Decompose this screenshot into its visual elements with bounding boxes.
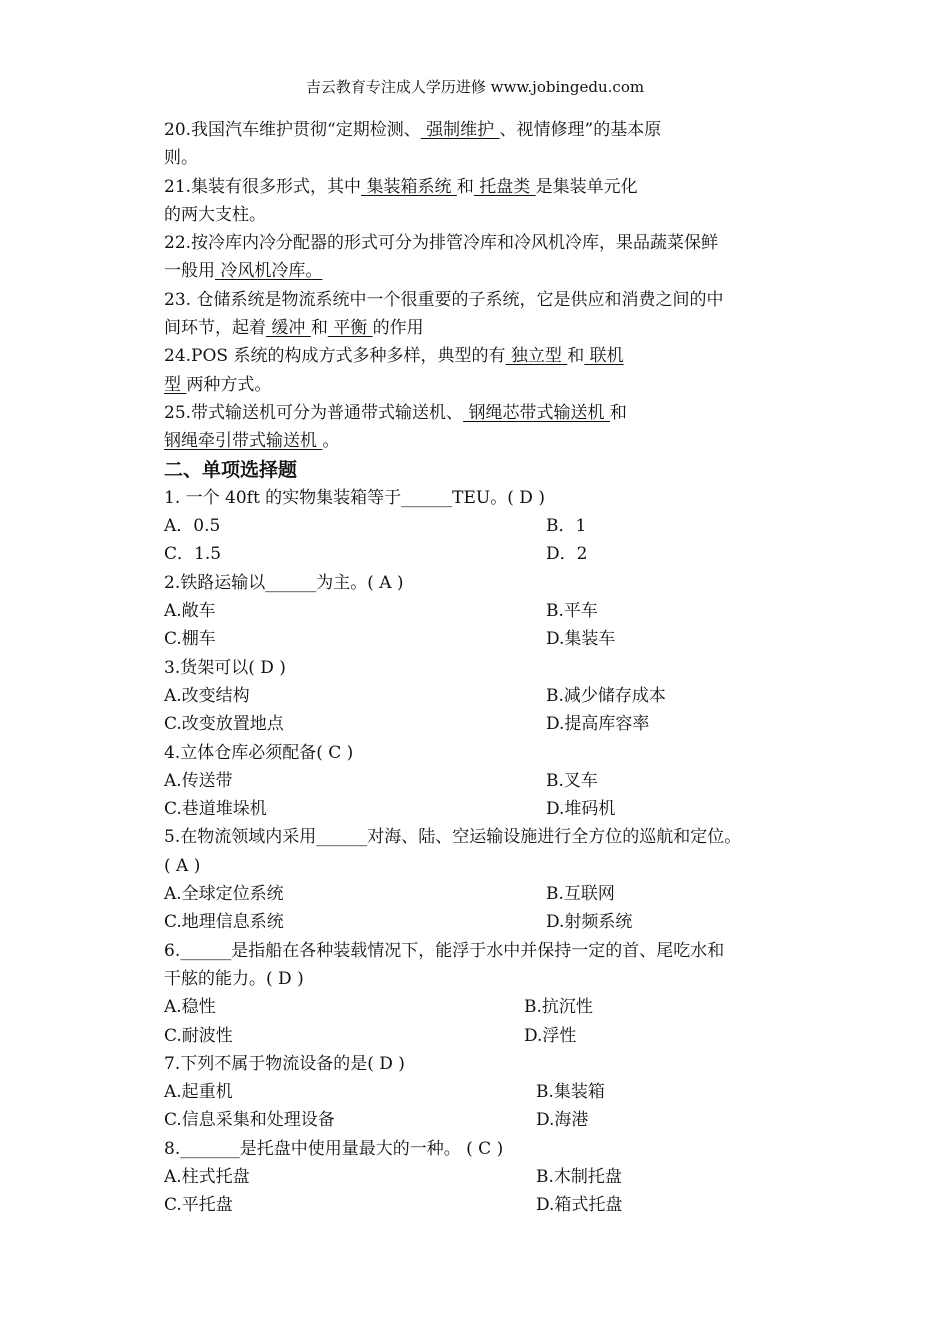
fill-in-line — [164, 229, 788, 257]
fill-in-line — [164, 427, 788, 455]
answer-blank: 钢绳牵引带式输送机 — [164, 431, 323, 452]
question-stem-continued: 干舷的能力。( D ) — [164, 968, 304, 989]
fill-in-line — [164, 399, 788, 427]
answer-blank: 缓冲 — [266, 318, 311, 339]
question-stem: 3.货架可以( D ) — [164, 657, 286, 678]
option-right: B．1 — [546, 516, 587, 537]
option-right: D.堆码机 — [546, 799, 616, 820]
fill-in-line — [164, 116, 788, 144]
answer-blank: 托盘类 — [473, 176, 536, 197]
text-run: 21.集装有很多形式，其中 — [164, 176, 362, 197]
option-row — [164, 597, 788, 625]
option-left: C.巷道堆垛机 — [164, 799, 267, 820]
fill-in-line — [164, 201, 788, 229]
option-row — [164, 1022, 788, 1050]
text-run: 、视情修理”的基本原 — [499, 120, 662, 140]
text-run: 和 — [609, 402, 627, 423]
option-left: A.传送带 — [164, 770, 233, 791]
answer-blank: 型 — [164, 374, 187, 395]
option-row — [164, 625, 788, 653]
text-run: 20.我国汽车维护贯彻“定期检测、 — [164, 120, 421, 140]
text-run: 则。 — [164, 148, 198, 169]
fill-in-line — [164, 286, 788, 314]
option-row — [164, 1106, 788, 1134]
question-stem: 5.在物流领域内采用______对海、陆、空运输设施进行全方位的巡航和定位。 — [164, 827, 742, 848]
option-row — [164, 908, 788, 936]
text-run: 间环节，起着 — [164, 318, 266, 339]
option-right: D．2 — [546, 544, 588, 565]
answer-blank: 强制维护 — [420, 120, 500, 140]
option-left: A.起重机 — [164, 1082, 233, 1103]
option-left: A.改变结构 — [164, 685, 250, 706]
option-right: B.平车 — [546, 601, 598, 622]
option-row — [164, 1191, 788, 1219]
text-run: 两种方式。 — [186, 374, 272, 395]
fill-in-line — [164, 371, 788, 399]
text-run: 一般用 — [164, 261, 215, 282]
option-right: B.减少储存成本 — [546, 685, 666, 706]
option-row — [164, 880, 788, 908]
option-left: A.全球定位系统 — [164, 884, 284, 905]
fill-in-line — [164, 173, 788, 201]
option-row — [164, 710, 788, 738]
answer-blank: 集装箱系统 — [361, 176, 457, 197]
option-row — [164, 540, 788, 568]
option-left: A.稳性 — [164, 997, 216, 1018]
question-stem: 1. 一个 40ft 的实物集装箱等于______TEU。( D ) — [164, 487, 545, 508]
text-run: 和 — [567, 346, 585, 367]
option-left: A．0.5 — [164, 516, 221, 537]
answer-blank: 独立型 — [505, 346, 568, 367]
question-stem: 2.铁路运输以______为主。( A ) — [164, 572, 404, 593]
text-run: 的两大支柱。 — [164, 204, 266, 225]
option-right: D.提高库容率 — [546, 714, 650, 735]
option-right: D.集装车 — [546, 629, 616, 650]
option-left: C．1.5 — [164, 544, 222, 565]
option-row — [164, 795, 788, 823]
option-left: C.耐波性 — [164, 1025, 233, 1046]
option-row — [164, 993, 788, 1021]
option-row — [164, 767, 788, 795]
option-right: B.木制托盘 — [536, 1166, 622, 1187]
option-right: D.射频系统 — [546, 912, 633, 933]
option-row — [164, 682, 788, 710]
fill-in-line — [164, 342, 788, 370]
fill-in-line — [164, 257, 788, 285]
text-run: 。 — [322, 431, 340, 452]
answer-blank: 冷风机冷库。 — [215, 261, 323, 282]
section-title: 二、单项选择题 — [164, 458, 298, 481]
option-left: C.信息采集和处理设备 — [164, 1110, 335, 1131]
option-row — [164, 1078, 788, 1106]
fill-in-line — [164, 314, 788, 342]
option-right: D.箱式托盘 — [536, 1195, 623, 1216]
option-right: D.浮性 — [524, 1025, 577, 1046]
answer-blank: 钢绳芯带式输送机 — [463, 402, 610, 423]
option-left: A.敞车 — [164, 601, 216, 622]
question-stem: 6.______是指船在各种装载情况下，能浮于水中并保持一定的首、尾吃水和 — [164, 940, 725, 961]
option-left: A.柱式托盘 — [164, 1166, 250, 1187]
page-header: 吉云教育专注成人学历进修 www.jobingedu.com — [305, 78, 645, 96]
option-right: D.海港 — [536, 1110, 589, 1131]
question-stem-continued: ( A ) — [164, 855, 201, 876]
option-right: B.集装箱 — [536, 1082, 605, 1103]
option-right: B.互联网 — [546, 884, 615, 905]
text-run: 23. 仓储系统是物流系统中一个很重要的子系统，它是供应和消费之间的中 — [164, 289, 724, 310]
question-stem: 8._______是托盘中使用量最大的一种。 ( C ) — [164, 1138, 504, 1159]
text-run: 是集装单元化 — [535, 176, 638, 197]
question-stem: 4.立体仓库必须配备( C ) — [164, 742, 354, 763]
text-run: 的作用 — [372, 318, 424, 339]
option-right: B.叉车 — [546, 770, 598, 791]
answer-blank: 平衡 — [327, 318, 373, 339]
fill-in-line — [164, 144, 788, 172]
option-left: C.地理信息系统 — [164, 912, 284, 933]
question-stem: 7.下列不属于物流设备的是( D ) — [164, 1053, 405, 1074]
text-run: 22.按冷库内冷分配器的形式可分为排管冷库和冷风机冷库，果品蔬菜保鲜 — [164, 233, 719, 254]
option-row — [164, 1163, 788, 1191]
text-run: 24.POS 系统的构成方式多种多样，典型的有 — [164, 346, 506, 367]
text-run: 25.带式输送机可分为普通带式输送机、 — [164, 402, 464, 423]
option-row — [164, 512, 788, 540]
option-left: C.棚车 — [164, 629, 216, 650]
text-run: 和 — [310, 318, 328, 339]
document-body — [164, 116, 788, 1220]
option-left: C.平托盘 — [164, 1195, 233, 1216]
text-run: 和 — [456, 176, 474, 197]
answer-blank: 联机 — [584, 346, 624, 367]
option-right: B.抗沉性 — [524, 997, 593, 1018]
option-left: C.改变放置地点 — [164, 714, 284, 735]
